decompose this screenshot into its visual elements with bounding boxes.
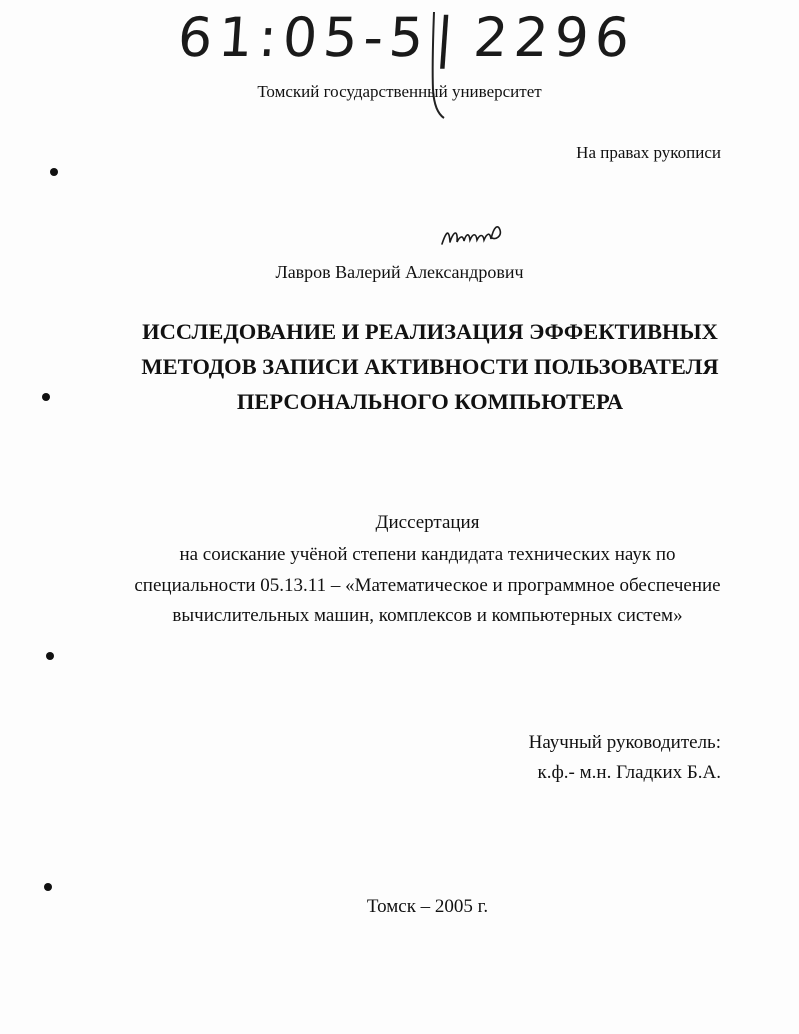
supervisor-label: Научный руководитель: — [528, 732, 721, 753]
archive-stamp — [176, 6, 638, 69]
handwritten-signature — [440, 222, 510, 252]
margin-mark — [46, 652, 54, 660]
dissertation-title — [60, 314, 799, 419]
dissertation-line-1: на соискание учёной степени кандидата технических наук по — [179, 544, 676, 565]
dissertation-label: Диссертация — [375, 512, 480, 533]
handwritten-stroke — [420, 10, 450, 120]
margin-mark — [50, 168, 58, 176]
author-name: Лавров Валерий Александрович — [275, 262, 524, 282]
archive-stamp-separator: | — [433, 6, 462, 69]
archive-stamp-code: 61:05-5 — [175, 6, 432, 69]
place-year: Томск – 2005 г. — [366, 896, 489, 917]
title-line-2: МЕТОДОВ ЗАПИСИ АКТИВНОСТИ ПОЛЬЗОВАТЕЛЯ — [141, 354, 719, 379]
title-line-1: ИССЛЕДОВАНИЕ И РЕАЛИЗАЦИЯ ЭФФЕКТИВНЫХ — [142, 319, 718, 344]
manuscript-rights: На правах рукописи — [576, 143, 721, 162]
dissertation-line-3: вычислительных машин, комплексов и компьютерных систем» — [172, 605, 683, 626]
margin-mark — [44, 883, 52, 891]
margin-mark — [42, 393, 50, 401]
title-line-3: ПЕРСОНАЛЬНОГО КОМПЬЮТЕРА — [236, 389, 624, 414]
archive-stamp-number: 2296 — [471, 6, 638, 69]
university-name: Томский государственный университет — [257, 82, 542, 101]
dissertation-line-2: специальности 05.13.11 – «Математическое и программное обеспечение — [134, 575, 721, 596]
supervisor-name: к.ф.- м.н. Гладких Б.А. — [537, 762, 721, 783]
